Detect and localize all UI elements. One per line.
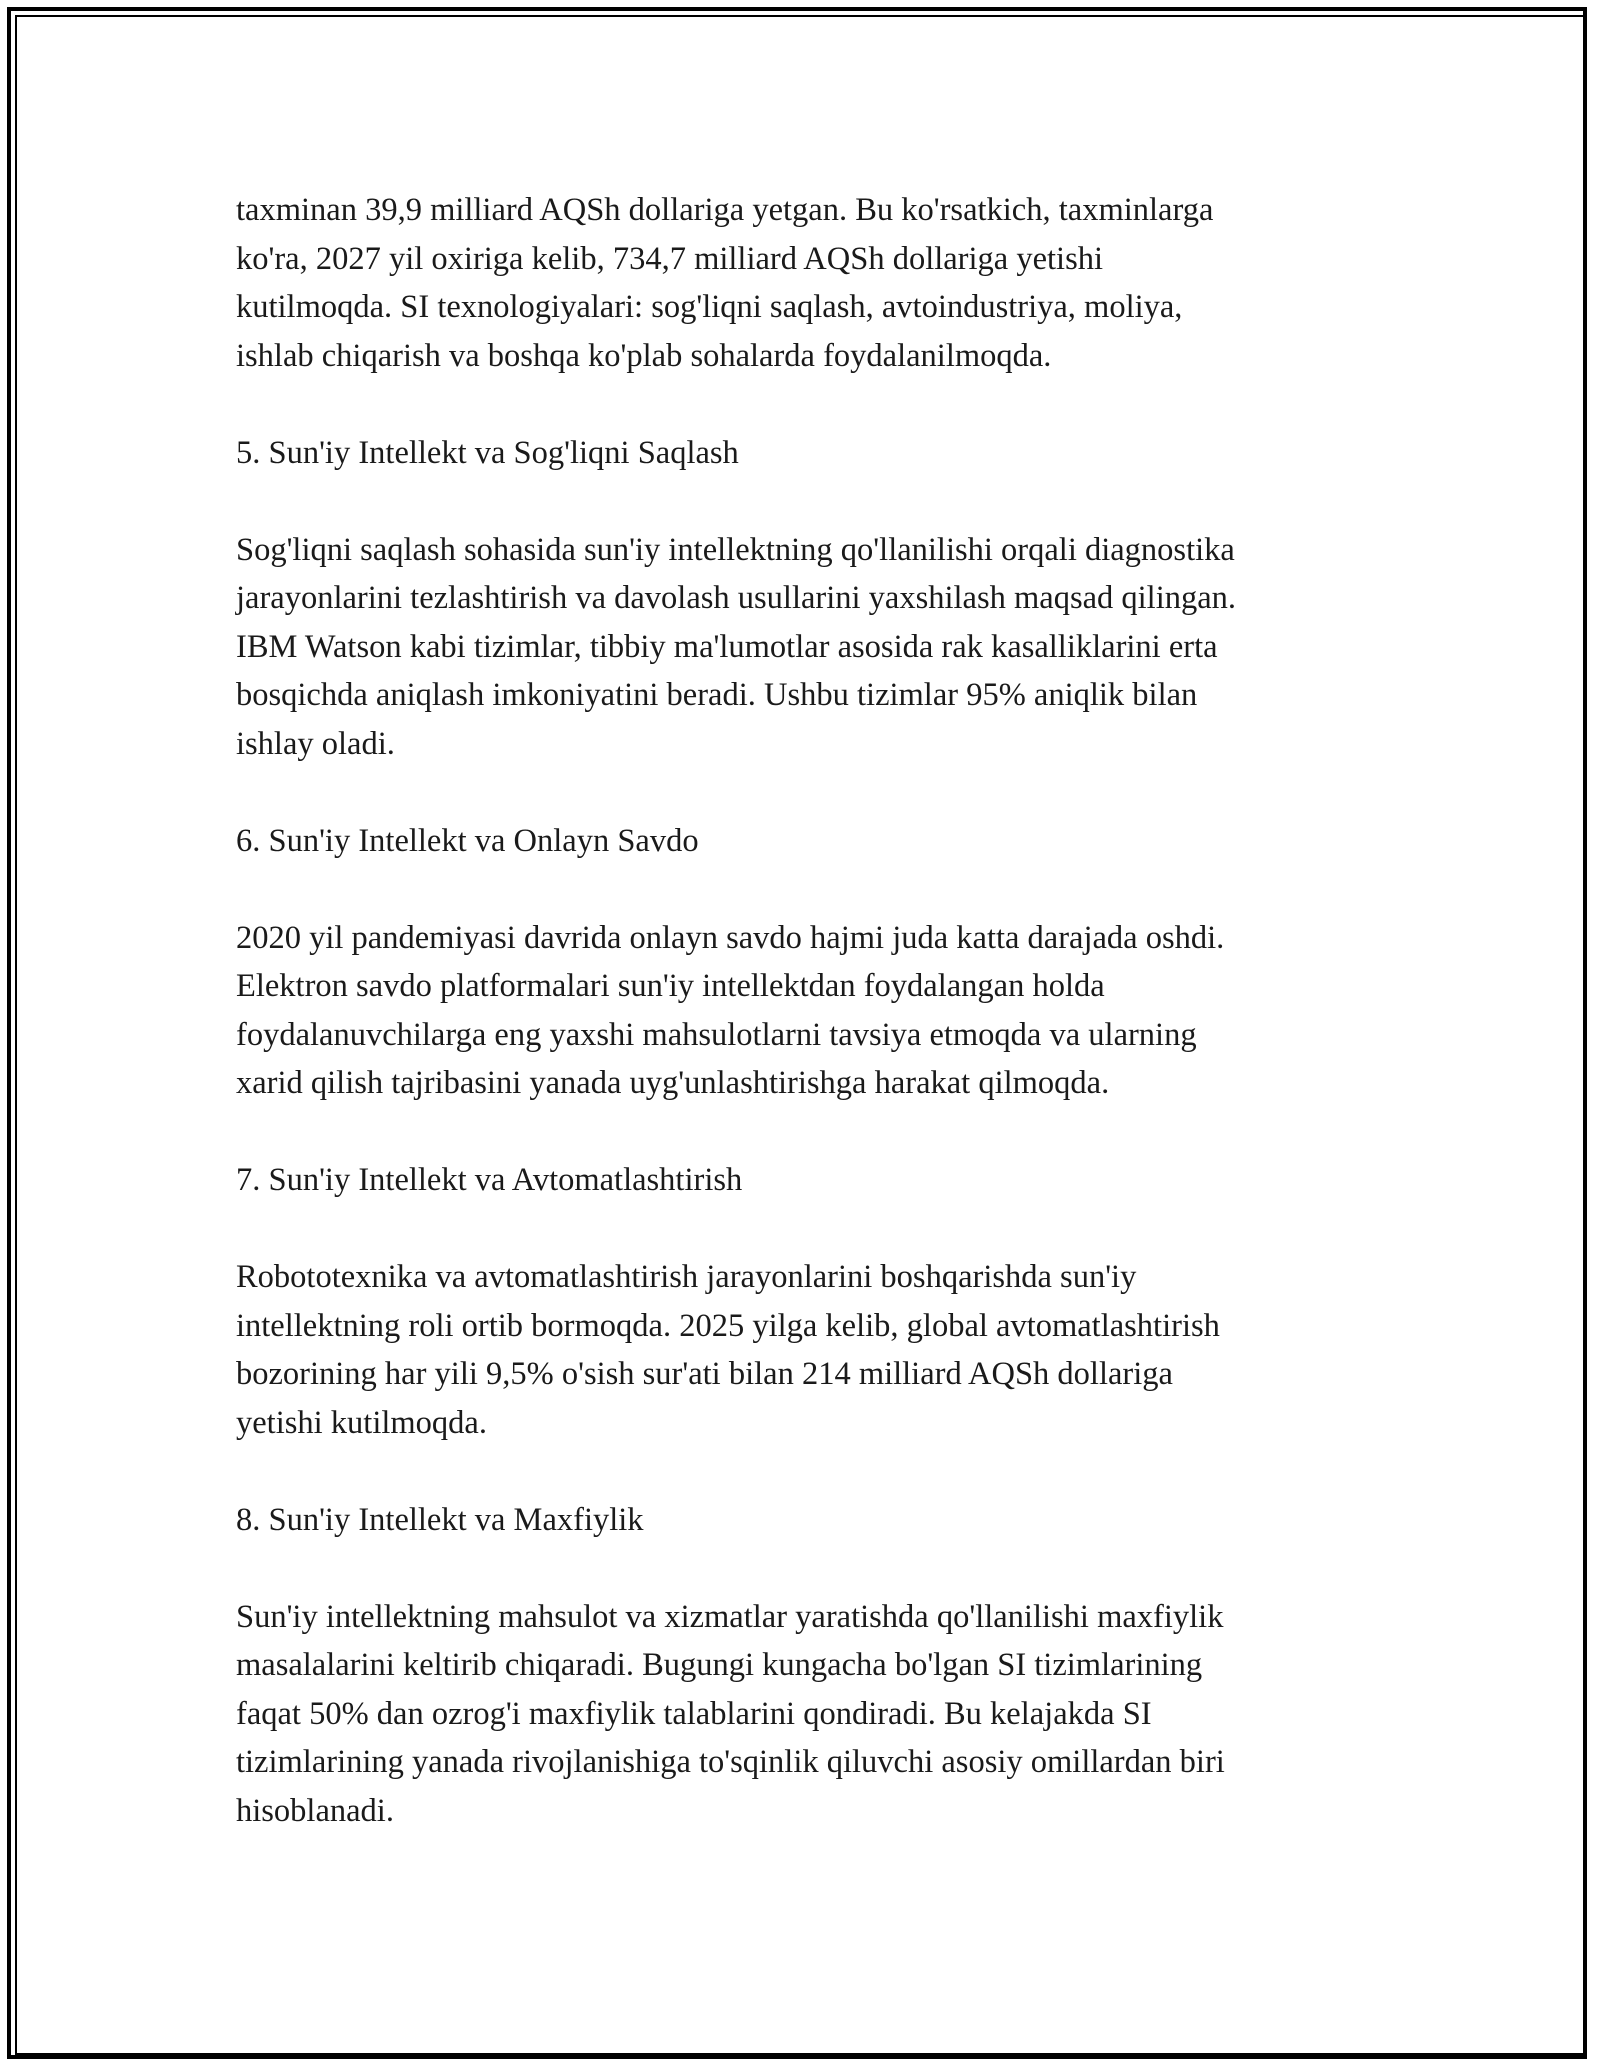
text-line: Elektron savdo platformalari sun'iy intellektdan foydalangan holda bbox=[236, 968, 1105, 1004]
text-line: intellektning roli ortib bormoqda. 2025 yilga kelib, global avtomatlashtirish bbox=[236, 1307, 1220, 1344]
section-paragraph-8 bbox=[236, 1593, 1376, 1836]
text-line: taxminan 39,9 milliard AQSh dollariga yetgan. Bu ko'rsatkich, taxminlarga bbox=[236, 192, 1214, 228]
text-line: ishlab chiqarish va boshqa ko'plab sohalarda foydalanilmoqda. bbox=[236, 337, 1052, 374]
text-line: kutilmoqda. SI texnologiyalari: sog'liqni saqlash, avtoindustriya, moliya, bbox=[236, 289, 1183, 325]
text-line: Sog'liqni saqlash sohasida sun'iy intellektning qo'llanilishi orqali diagnostika bbox=[236, 531, 1235, 568]
document-body bbox=[236, 186, 1376, 1835]
text-line: masalalarini keltirib chiqaradi. Bugungi kungacha bo'lgan SI tizimlarining bbox=[236, 1647, 1203, 1683]
text-line: foydalanuvchilarga eng yaxshi mahsulotlarni tavsiya etmoqda va ularning bbox=[236, 1016, 1197, 1053]
text-line: yetishi kutilmoqda. bbox=[236, 1404, 487, 1441]
text-line: bozorining har yili 9,5% o'sish sur'ati bilan 214 milliard AQSh dollariga bbox=[236, 1356, 1173, 1392]
text-line: 2020 yil pandemiyasi davrida onlayn savdo hajmi juda katta darajada oshdi. bbox=[236, 919, 1225, 956]
text-line: hisoblanadi. bbox=[236, 1792, 394, 1829]
text-line: jarayonlarini tezlashtirish va davolash usullarini yaxshilash maqsad qilingan. bbox=[236, 580, 1237, 616]
text-line: IBM Watson kabi tizimlar, tibbiy ma'lumotlar asosida rak kasalliklarini erta bbox=[236, 628, 1218, 665]
text-line: ko'ra, 2027 yil oxiriga kelib, 734,7 milliard AQSh dollariga yetishi bbox=[236, 240, 1103, 277]
text-line: tizimlarining yanada rivojlanishiga to'sqinlik qiluvchi asosiy omillardan biri bbox=[236, 1744, 1225, 1780]
text-line: ishlay oladi. bbox=[236, 725, 395, 762]
section-heading-5: 5. Sun'iy Intellekt va Sog'liqni Saqlash bbox=[236, 434, 739, 471]
section-paragraph-7 bbox=[236, 1253, 1376, 1447]
text-line: faqat 50% dan ozrog'i maxfiylik talablarini qondiradi. Bu kelajakda SI bbox=[236, 1695, 1152, 1732]
section-paragraph-5 bbox=[236, 526, 1376, 769]
text-line: bosqichda aniqlash imkoniyatini beradi. Ushbu tizimlar 95% aniqlik bilan bbox=[236, 677, 1198, 713]
section-heading-6: 6. Sun'iy Intellekt va Onlayn Savdo bbox=[236, 822, 699, 859]
section-heading-7: 7. Sun'iy Intellekt va Avtomatlashtirish bbox=[236, 1162, 743, 1198]
intro-paragraph bbox=[236, 186, 1376, 380]
text-line: Sun'iy intellektning mahsulot va xizmatlar yaratishda qo'llanilishi maxfiylik bbox=[236, 1598, 1224, 1635]
text-line: xarid qilish tajribasini yanada uyg'unlashtirishga harakat qilmoqda. bbox=[236, 1065, 1110, 1101]
section-paragraph-6 bbox=[236, 914, 1376, 1108]
text-line: Robototexnika va avtomatlashtirish jarayonlarini boshqarishda sun'iy bbox=[236, 1259, 1137, 1295]
section-heading-8: 8. Sun'iy Intellekt va Maxfiylik bbox=[236, 1501, 644, 1538]
